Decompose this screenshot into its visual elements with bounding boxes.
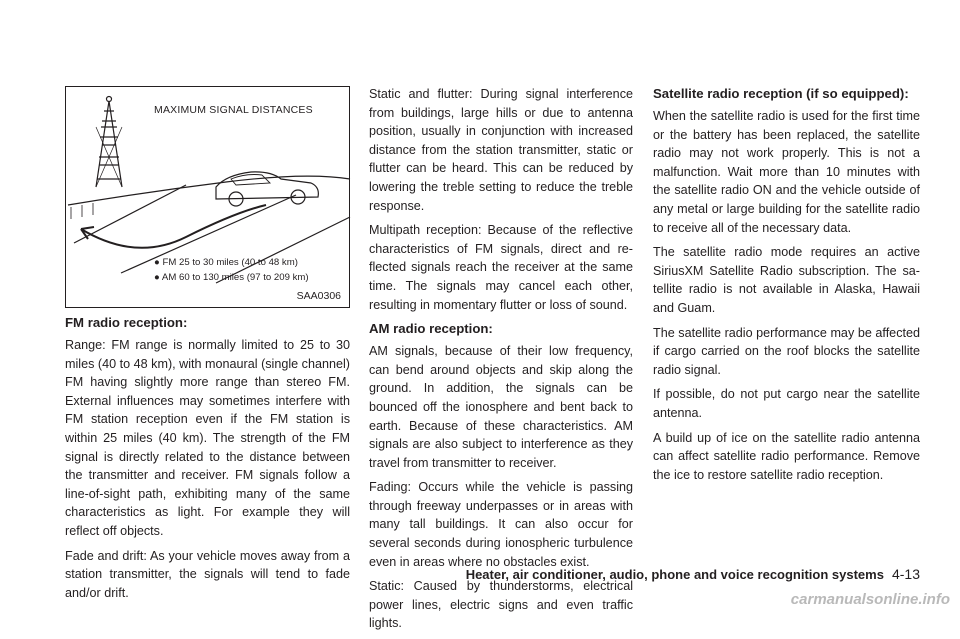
multipath-paragraph: Multipath reception: Because of the reflective characteristics of FM signals, direct and re-flected signals reach the receiver at the same time. The signals may cancel each other, resulting in momentary flutter or loss of sound. xyxy=(369,223,633,312)
page-number: 4-13 xyxy=(891,566,920,582)
satellite-antenna-paragraph: If possible, do not put cargo near the satellite antenna. xyxy=(653,387,920,420)
column-3 xyxy=(653,85,920,490)
illustration-figure xyxy=(65,86,350,308)
am-heading: AM radio reception: xyxy=(369,321,493,337)
static-paragraph: Static: Caused by thunderstorms, electrical power lines, electric signs and even traffic lights. xyxy=(369,579,633,631)
page-footer xyxy=(466,566,920,582)
footer-section-title: Heater, air conditioner, audio, phone and voice recognition systems xyxy=(465,567,884,582)
figure-code: SAA0306 xyxy=(296,290,341,302)
watermark: carmanualsonline.info xyxy=(790,591,950,608)
column-1 xyxy=(65,314,350,608)
fm-legend: ● FM 25 to 30 miles (40 to 48 km) xyxy=(154,257,298,268)
satellite-cargo-paragraph: The satellite radio performance may be affected if cargo carried on the roof blocks the satellite radio signal. xyxy=(653,325,920,377)
satellite-first-use-paragraph: When the satellite radio is used for the first time or the battery has been replaced, the satellite radio may not work properly. This is not a malfunction. Wait more than 10 minutes with the satellite radio ON and the vehicle outside of any metal or large building for the satellite radio to receive all of the necessary data. xyxy=(653,109,920,235)
satellite-heading: Satellite radio reception (if so equipped): xyxy=(653,86,909,101)
satellite-ice-paragraph: A build up of ice on the satellite radio antenna can affect satellite radio performance. Remove the ice to restore satellite radio reception. xyxy=(653,430,920,482)
fm-heading: FM radio reception: xyxy=(65,315,188,330)
am-legend: ● AM 60 to 130 miles (97 to 209 km) xyxy=(154,272,309,283)
static-flutter-paragraph: Static and flutter: During signal interference from buildings, large hills or due to antenna position, usually in conjunction with increased distance from the station transmitter, static or flutter can be heard. This can be reduced by lowering the treble setting to reduce the treble response. xyxy=(369,87,633,213)
column-2 xyxy=(369,85,633,639)
fm-range-paragraph: Range: FM range is normally limited to 25 to 30 miles (40 to 48 km), with monaural (single channel) FM having slightly more range than stereo FM. External influences may sometimes interfere with FM station reception even if the FM station is within 25 miles (40 km). The strength of the FM signal is directly related to the distance between the transmitter and receiver. FM signals follow a line-of-sight path, exhibiting many of the same characteristics as light. For example they will reflect off objects. xyxy=(65,338,350,538)
satellite-subscription-paragraph: The satellite radio mode requires an active SiriusXM Satellite Radio subscription. The sa-tellite radio is not available in Alaska, Hawaii and Guam. xyxy=(653,245,920,315)
am-signals-paragraph: AM signals, because of their low frequency, can bend around objects and skip along the ground. In addition, the signals can be bounced off the ionosphere and bent back to earth. Because of these characteristics. AM signals are also subject to interference as they travel from transmitter to receiver. xyxy=(369,344,633,470)
fading-paragraph: Fading: Occurs while the vehicle is passing through freeway underpasses or in areas with many tall buildings. It can also occur for several seconds during ionospheric turbulence even in areas where no obstacles exist. xyxy=(369,480,633,569)
fade-drift-paragraph: Fade and drift: As your vehicle moves away from a station transmitter, the signals will tend to fade and/or drift. xyxy=(65,548,350,600)
figure-title: MAXIMUM SIGNAL DISTANCES xyxy=(154,104,313,116)
